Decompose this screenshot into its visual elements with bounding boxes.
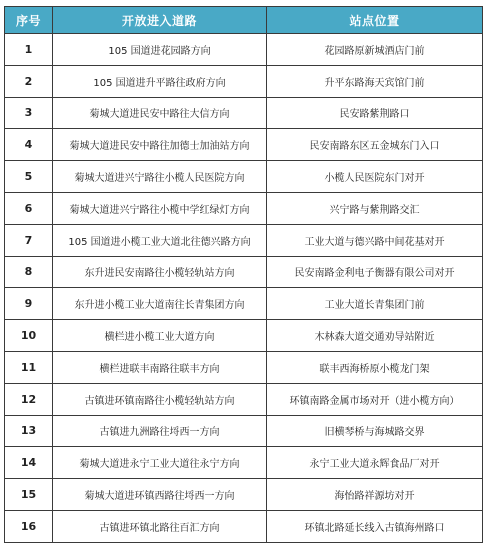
table-row bbox=[5, 192, 483, 224]
header-index: 序号 bbox=[5, 7, 53, 34]
row-site: 旧横琴桥与海城路交界 bbox=[267, 415, 483, 447]
row-road: 105 国道进花园路方向 bbox=[53, 34, 267, 66]
table-row bbox=[5, 510, 483, 542]
row-road: 105 国道进升平路往政府方向 bbox=[53, 65, 267, 97]
table-row bbox=[5, 447, 483, 479]
row-road: 菊城大道进民安中路往大信方向 bbox=[53, 97, 267, 129]
table-row bbox=[5, 97, 483, 129]
row-site: 民安路紫荆路口 bbox=[267, 97, 483, 129]
row-road: 菊城大道进民安中路往加德士加油站方向 bbox=[53, 129, 267, 161]
row-index: 8 bbox=[5, 256, 53, 288]
row-site: 环镇南路金属市场对开（进小榄方向） bbox=[267, 383, 483, 415]
row-road: 东升进小榄工业大道南往长青集团方向 bbox=[53, 288, 267, 320]
table-row bbox=[5, 34, 483, 66]
row-site: 兴宁路与紫荆路交汇 bbox=[267, 192, 483, 224]
checkpoint-table bbox=[4, 6, 483, 543]
header-road: 开放进入道路 bbox=[53, 7, 267, 34]
row-road: 古镇进环镇北路往百汇方向 bbox=[53, 510, 267, 542]
table-row bbox=[5, 256, 483, 288]
row-site: 海怡路祥源坊对开 bbox=[267, 479, 483, 511]
row-road: 105 国道进小榄工业大道北往德兴路方向 bbox=[53, 224, 267, 256]
row-index: 9 bbox=[5, 288, 53, 320]
row-index: 6 bbox=[5, 192, 53, 224]
row-road: 横栏进联丰南路往联丰方向 bbox=[53, 351, 267, 383]
row-site: 工业大道长青集团门前 bbox=[267, 288, 483, 320]
row-site: 民安南路东区五金城东门入口 bbox=[267, 129, 483, 161]
table-row bbox=[5, 288, 483, 320]
row-index: 4 bbox=[5, 129, 53, 161]
row-site: 升平东路海天宾馆门前 bbox=[267, 65, 483, 97]
row-road: 横栏进小榄工业大道方向 bbox=[53, 320, 267, 352]
row-site: 民安南路金利电子衡器有限公司对开 bbox=[267, 256, 483, 288]
table-row bbox=[5, 383, 483, 415]
header-site: 站点位置 bbox=[267, 7, 483, 34]
row-site: 永宁工业大道永辉食品厂对开 bbox=[267, 447, 483, 479]
row-site: 小榄人民医院东门对开 bbox=[267, 161, 483, 193]
table-header-row bbox=[5, 7, 483, 34]
table-body bbox=[5, 34, 483, 543]
table-row bbox=[5, 415, 483, 447]
row-site: 工业大道与德兴路中间花基对开 bbox=[267, 224, 483, 256]
table-row bbox=[5, 351, 483, 383]
row-road: 菊城大道进兴宁路往小榄中学红绿灯方向 bbox=[53, 192, 267, 224]
row-index: 11 bbox=[5, 351, 53, 383]
row-index: 5 bbox=[5, 161, 53, 193]
row-road: 菊城大道进环镇西路往埒西一方向 bbox=[53, 479, 267, 511]
row-site: 环镇北路延长线入古镇海州路口 bbox=[267, 510, 483, 542]
row-site: 花园路原新城酒店门前 bbox=[267, 34, 483, 66]
row-index: 7 bbox=[5, 224, 53, 256]
row-site: 木林森大道交通劝导站附近 bbox=[267, 320, 483, 352]
row-road: 古镇进九洲路往埒西一方向 bbox=[53, 415, 267, 447]
row-index: 2 bbox=[5, 65, 53, 97]
row-index: 15 bbox=[5, 479, 53, 511]
row-road: 古镇进环镇南路往小榄轻轨站方向 bbox=[53, 383, 267, 415]
table-row bbox=[5, 320, 483, 352]
table-row bbox=[5, 479, 483, 511]
row-index: 13 bbox=[5, 415, 53, 447]
row-index: 14 bbox=[5, 447, 53, 479]
table-row bbox=[5, 65, 483, 97]
row-site: 联丰西海桥原小榄龙门架 bbox=[267, 351, 483, 383]
row-road: 菊城大道进兴宁路往小榄人民医院方向 bbox=[53, 161, 267, 193]
row-index: 12 bbox=[5, 383, 53, 415]
row-index: 16 bbox=[5, 510, 53, 542]
table-row bbox=[5, 161, 483, 193]
row-index: 3 bbox=[5, 97, 53, 129]
table-row bbox=[5, 224, 483, 256]
row-index: 10 bbox=[5, 320, 53, 352]
row-road: 东升进民安南路往小榄轻轨站方向 bbox=[53, 256, 267, 288]
row-road: 菊城大道进永宁工业大道往永宁方向 bbox=[53, 447, 267, 479]
row-index: 1 bbox=[5, 34, 53, 66]
table-row bbox=[5, 129, 483, 161]
